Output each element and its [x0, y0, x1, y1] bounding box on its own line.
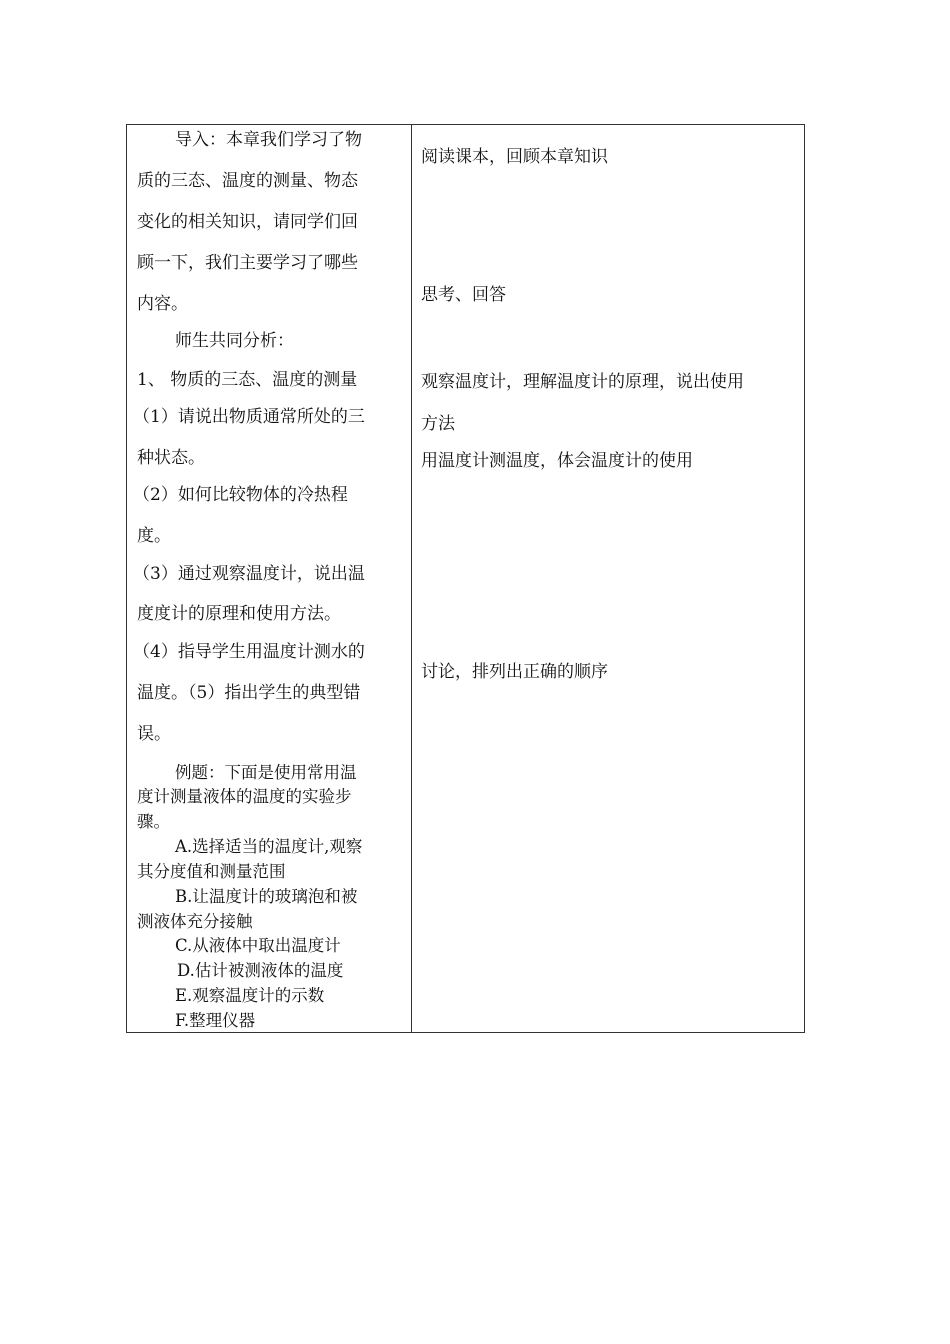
question-3-line-2: 度度计的原理和使用方法。: [137, 604, 341, 624]
lesson-table: [126, 124, 805, 1033]
student-line-2: 思考、回答: [421, 285, 506, 305]
step-d: D.估计被测液体的温度: [177, 961, 344, 980]
question-4-line-3: 误。: [137, 724, 171, 744]
student-line-5: 用温度计测温度，体会温度计的使用: [421, 451, 693, 471]
student-line-6: 讨论，排列出正确的顺序: [421, 662, 608, 682]
step-a-line-2: 其分度值和测量范围: [137, 862, 286, 881]
step-f: F.整理仪器: [175, 1011, 256, 1030]
question-1-line-1: （1）请说出物质通常所处的三: [133, 407, 365, 427]
intro-line-4: 顾一下，我们主要学习了哪些: [137, 253, 358, 273]
student-line-3: 观察温度计，理解温度计的原理，说出使用: [421, 372, 744, 392]
intro-line-3: 变化的相关知识，请同学们回: [137, 212, 358, 232]
example-line-2: 度计测量液体的温度的实验步: [137, 787, 352, 806]
column-divider: [411, 125, 412, 1032]
intro-line-1: 导入：本章我们学习了物: [175, 130, 362, 150]
example-line-1: 例题：下面是使用常用温: [175, 763, 357, 782]
question-2-line-1: （2）如何比较物体的冷热程: [133, 485, 348, 505]
question-2-line-2: 度。: [137, 526, 171, 546]
question-3-line-1: （3）通过观察温度计，说出温: [133, 564, 365, 584]
question-1-line-2: 种状态。: [137, 448, 205, 468]
step-c: C.从液体中取出温度计: [175, 936, 341, 955]
step-e: E.观察温度计的示数: [175, 986, 325, 1005]
intro-line-5: 内容。: [137, 294, 188, 314]
intro-line-2: 质的三态、温度的测量、物态: [137, 171, 358, 191]
example-line-3: 骤。: [137, 812, 170, 831]
step-b-line-1: B.让温度计的玻璃泡和被: [175, 887, 358, 906]
analysis-heading: 师生共同分析：: [175, 331, 294, 351]
question-4-line-2: 温度。（5）指出学生的典型错: [137, 683, 361, 703]
step-a-line-1: A.选择适当的温度计,观察: [175, 837, 363, 856]
section-1-title: 1、 物质的三态、温度的测量: [137, 370, 358, 390]
student-line-1: 阅读课本，回顾本章知识: [421, 147, 608, 167]
student-line-4: 方法: [421, 414, 455, 434]
step-b-line-2: 测液体充分接触: [137, 912, 253, 931]
question-4-line-1: （4）指导学生用温度计测水的: [133, 642, 365, 662]
